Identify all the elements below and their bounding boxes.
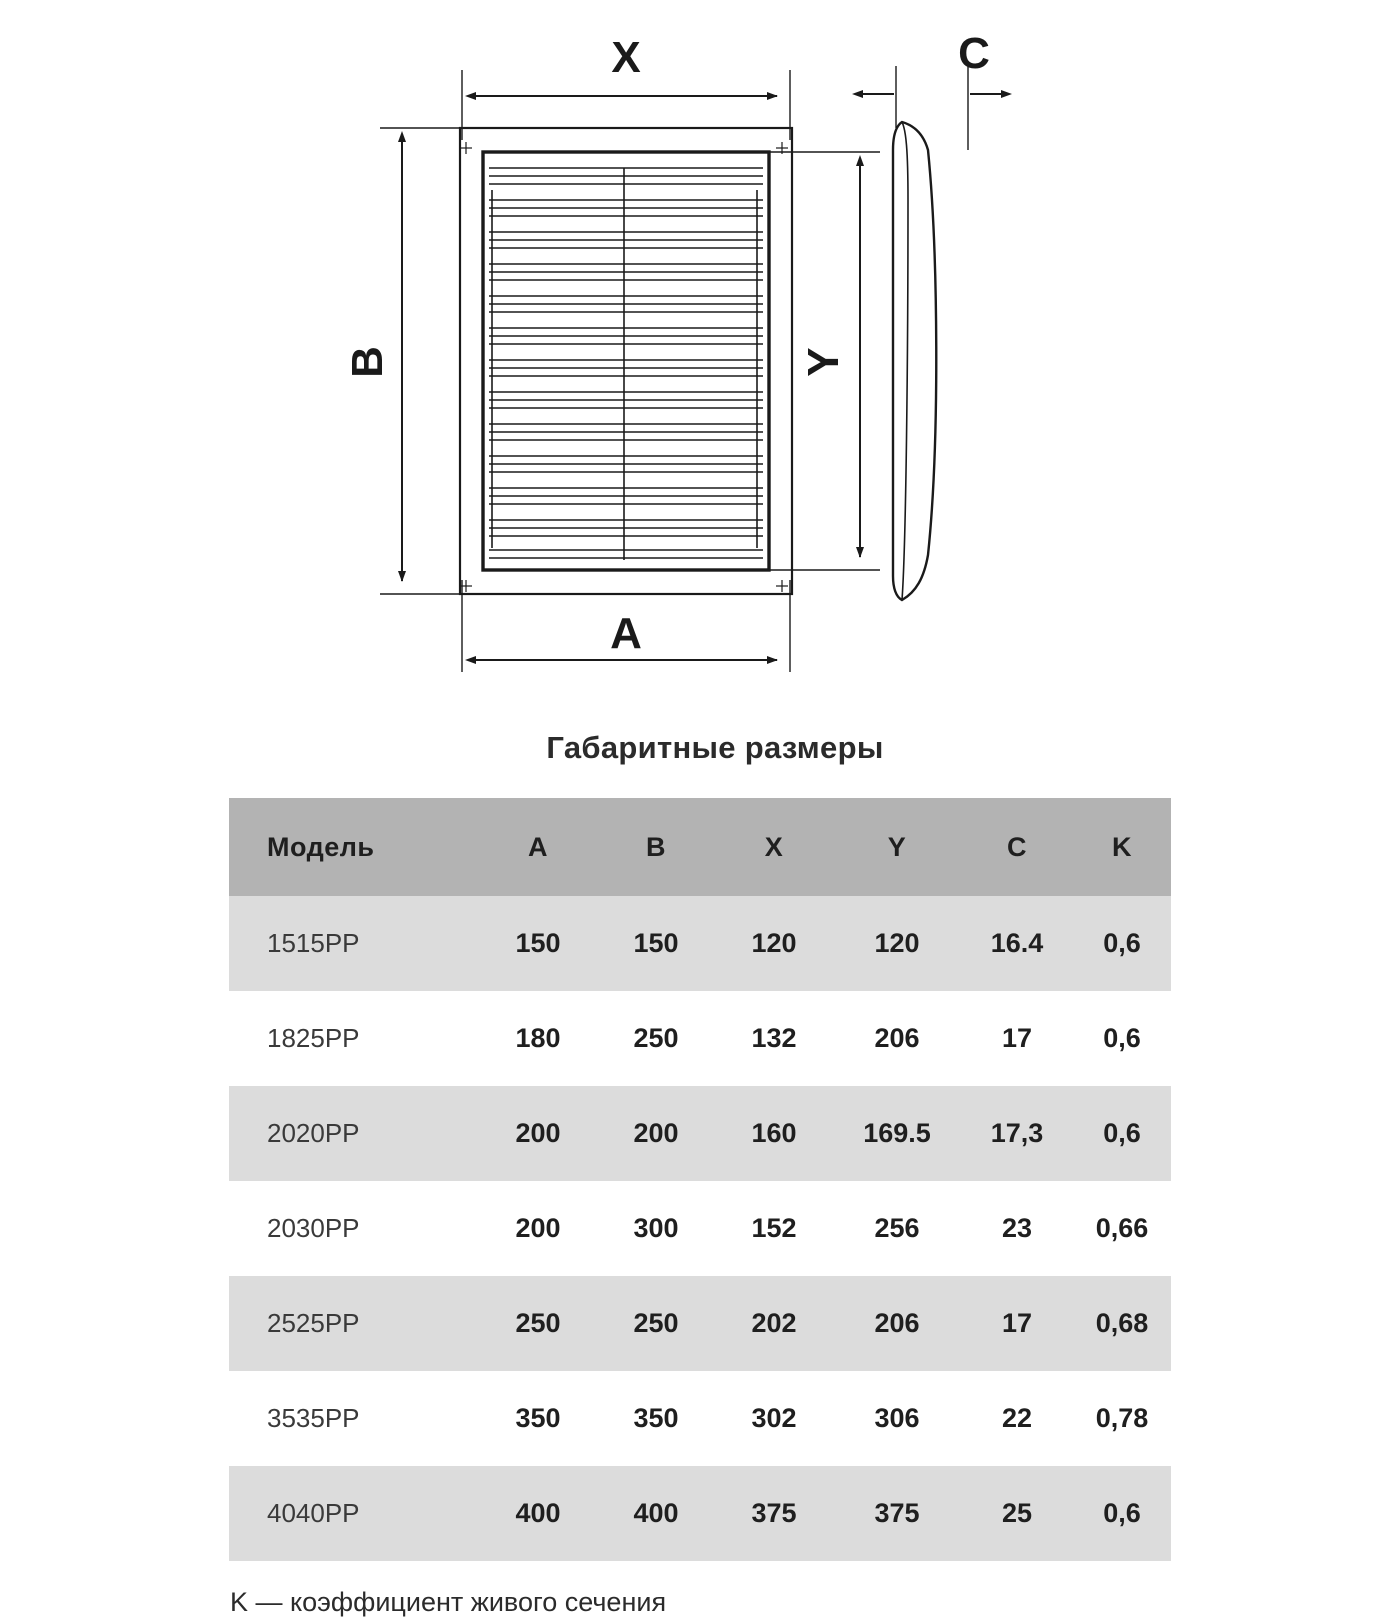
column-header-c: C [961,798,1073,896]
table-footnote: K — коэффициент живого сечения [230,1587,667,1617]
cell-x: 132 [715,991,833,1086]
cell-b: 150 [597,896,715,991]
cell-a: 200 [479,1086,597,1181]
cell-x: 302 [715,1371,833,1466]
table-row [229,896,1171,991]
cell-a: 150 [479,896,597,991]
cell-x: 160 [715,1086,833,1181]
cell-a: 200 [479,1181,597,1276]
drawing-canvas [0,0,1400,700]
cell-model: 1515PP [229,896,479,991]
cell-c: 17 [961,1276,1073,1371]
cell-c: 25 [961,1466,1073,1561]
cell-k: 0,78 [1073,1371,1171,1466]
technical-drawing [0,0,1400,700]
dimension-x [462,33,790,140]
dimensions-table [229,798,1171,1561]
dimension-label-x: X [611,33,641,82]
cell-k: 0,68 [1073,1276,1171,1371]
table-row [229,1371,1171,1466]
cell-b: 350 [597,1371,715,1466]
table-row [229,1086,1171,1181]
column-header-x: X [715,798,833,896]
dimension-label-c: C [958,29,990,78]
cell-y: 206 [833,1276,961,1371]
cell-model: 2030PP [229,1181,479,1276]
cell-b: 200 [597,1086,715,1181]
table-row [229,1466,1171,1561]
table-title: Габаритные размеры [546,730,884,765]
dimension-label-b: B [343,346,392,378]
column-header-y: Y [833,798,961,896]
cell-y: 256 [833,1181,961,1276]
cell-model: 2020PP [229,1086,479,1181]
cell-a: 250 [479,1276,597,1371]
column-header-k: K [1073,798,1171,896]
ventilation-grille-front-view [460,128,792,594]
table-row [229,1181,1171,1276]
cell-k: 0,6 [1073,1466,1171,1561]
cell-x: 120 [715,896,833,991]
cell-b: 300 [597,1181,715,1276]
cell-model: 4040PP [229,1466,479,1561]
cell-k: 0,6 [1073,896,1171,991]
cell-k: 0,6 [1073,1086,1171,1181]
column-header-model: Модель [229,798,479,896]
table-row [229,991,1171,1086]
cell-y: 169.5 [833,1086,961,1181]
cell-b: 400 [597,1466,715,1561]
cell-x: 202 [715,1276,833,1371]
dimension-label-a: A [610,609,642,658]
cell-k: 0,66 [1073,1181,1171,1276]
cell-b: 250 [597,1276,715,1371]
cell-c: 16.4 [961,896,1073,991]
cell-model: 2525PP [229,1276,479,1371]
table-row [229,1276,1171,1371]
dimensions-table-section [0,700,1400,1618]
cell-c: 22 [961,1371,1073,1466]
column-header-b: B [597,798,715,896]
cell-c: 17 [961,991,1073,1086]
cell-c: 17,3 [961,1086,1073,1181]
table-header-row [229,798,1171,896]
cell-model: 3535PP [229,1371,479,1466]
cell-x: 375 [715,1466,833,1561]
ventilation-grille-side-view [893,122,936,600]
dimension-b [343,128,470,594]
cell-y: 120 [833,896,961,991]
cell-y: 306 [833,1371,961,1466]
cell-k: 0,6 [1073,991,1171,1086]
cell-a: 350 [479,1371,597,1466]
cell-a: 180 [479,991,597,1086]
cell-c: 23 [961,1181,1073,1276]
column-header-a: A [479,798,597,896]
cell-x: 152 [715,1181,833,1276]
cell-b: 250 [597,991,715,1086]
dimension-label-y: Y [799,347,848,377]
cell-y: 375 [833,1466,961,1561]
cell-model: 1825PP [229,991,479,1086]
dimension-c [862,29,1002,150]
cell-a: 400 [479,1466,597,1561]
cell-y: 206 [833,991,961,1086]
